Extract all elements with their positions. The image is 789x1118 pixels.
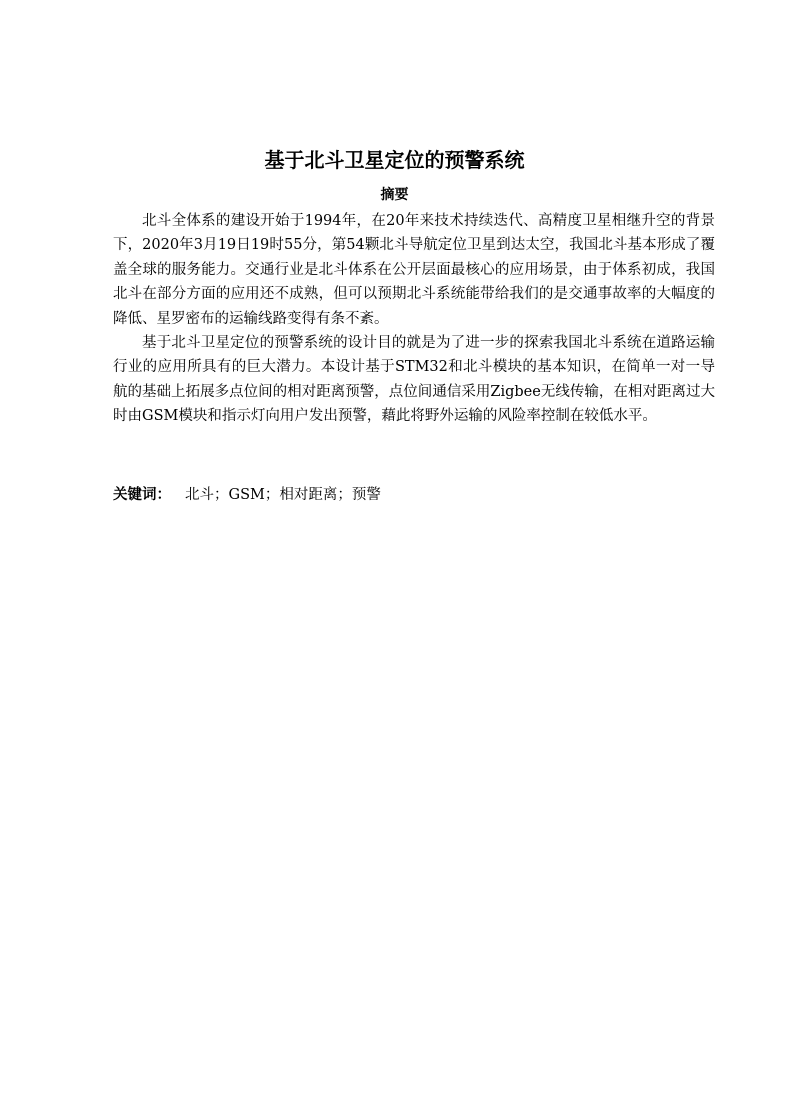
keywords-value: 北斗；GSM；相对距离；预警 — [185, 487, 381, 503]
keywords-label: 关键词： — [113, 487, 171, 503]
abstract-body — [113, 209, 715, 429]
abstract-paragraph-1: 北斗全体系的建设开始于1994年，在20年来技术持续迭代、高精度卫星相继升空的背景下，2020年3月19日19时55分，第54颗北斗导航定位卫星到达太空，我国北斗基本形成了覆盖全球的服务能力。交通行业是北斗体系在公开层面最核心的应用场景，由于体系初成，我国北斗在部分方面的应用还不成熟，但可以预期北斗系统能带给我们的是交通事故率的大幅度的降低、星罗密布的运输线路变得有条不紊。 — [113, 213, 715, 327]
abstract-heading: 摘要 — [380, 187, 409, 203]
abstract-paragraph-2: 基于北斗卫星定位的预警系统的设计目的就是为了进一步的探索我国北斗系统在道路运输行业的应用所具有的巨大潜力。本设计基于STM32和北斗模块的基本知识，在简单一对一导航的基础上拓展多点位间的相对距离预警，点位间通信采用Zigbee无线传输，在相对距离过大时由GSM模块和指示灯向用户发出预警，藉此将野外运输的风险率控制在较低水平。 — [113, 335, 715, 425]
keywords-line — [113, 485, 715, 505]
document-title: 基于北斗卫星定位的预警系统 — [264, 148, 525, 172]
